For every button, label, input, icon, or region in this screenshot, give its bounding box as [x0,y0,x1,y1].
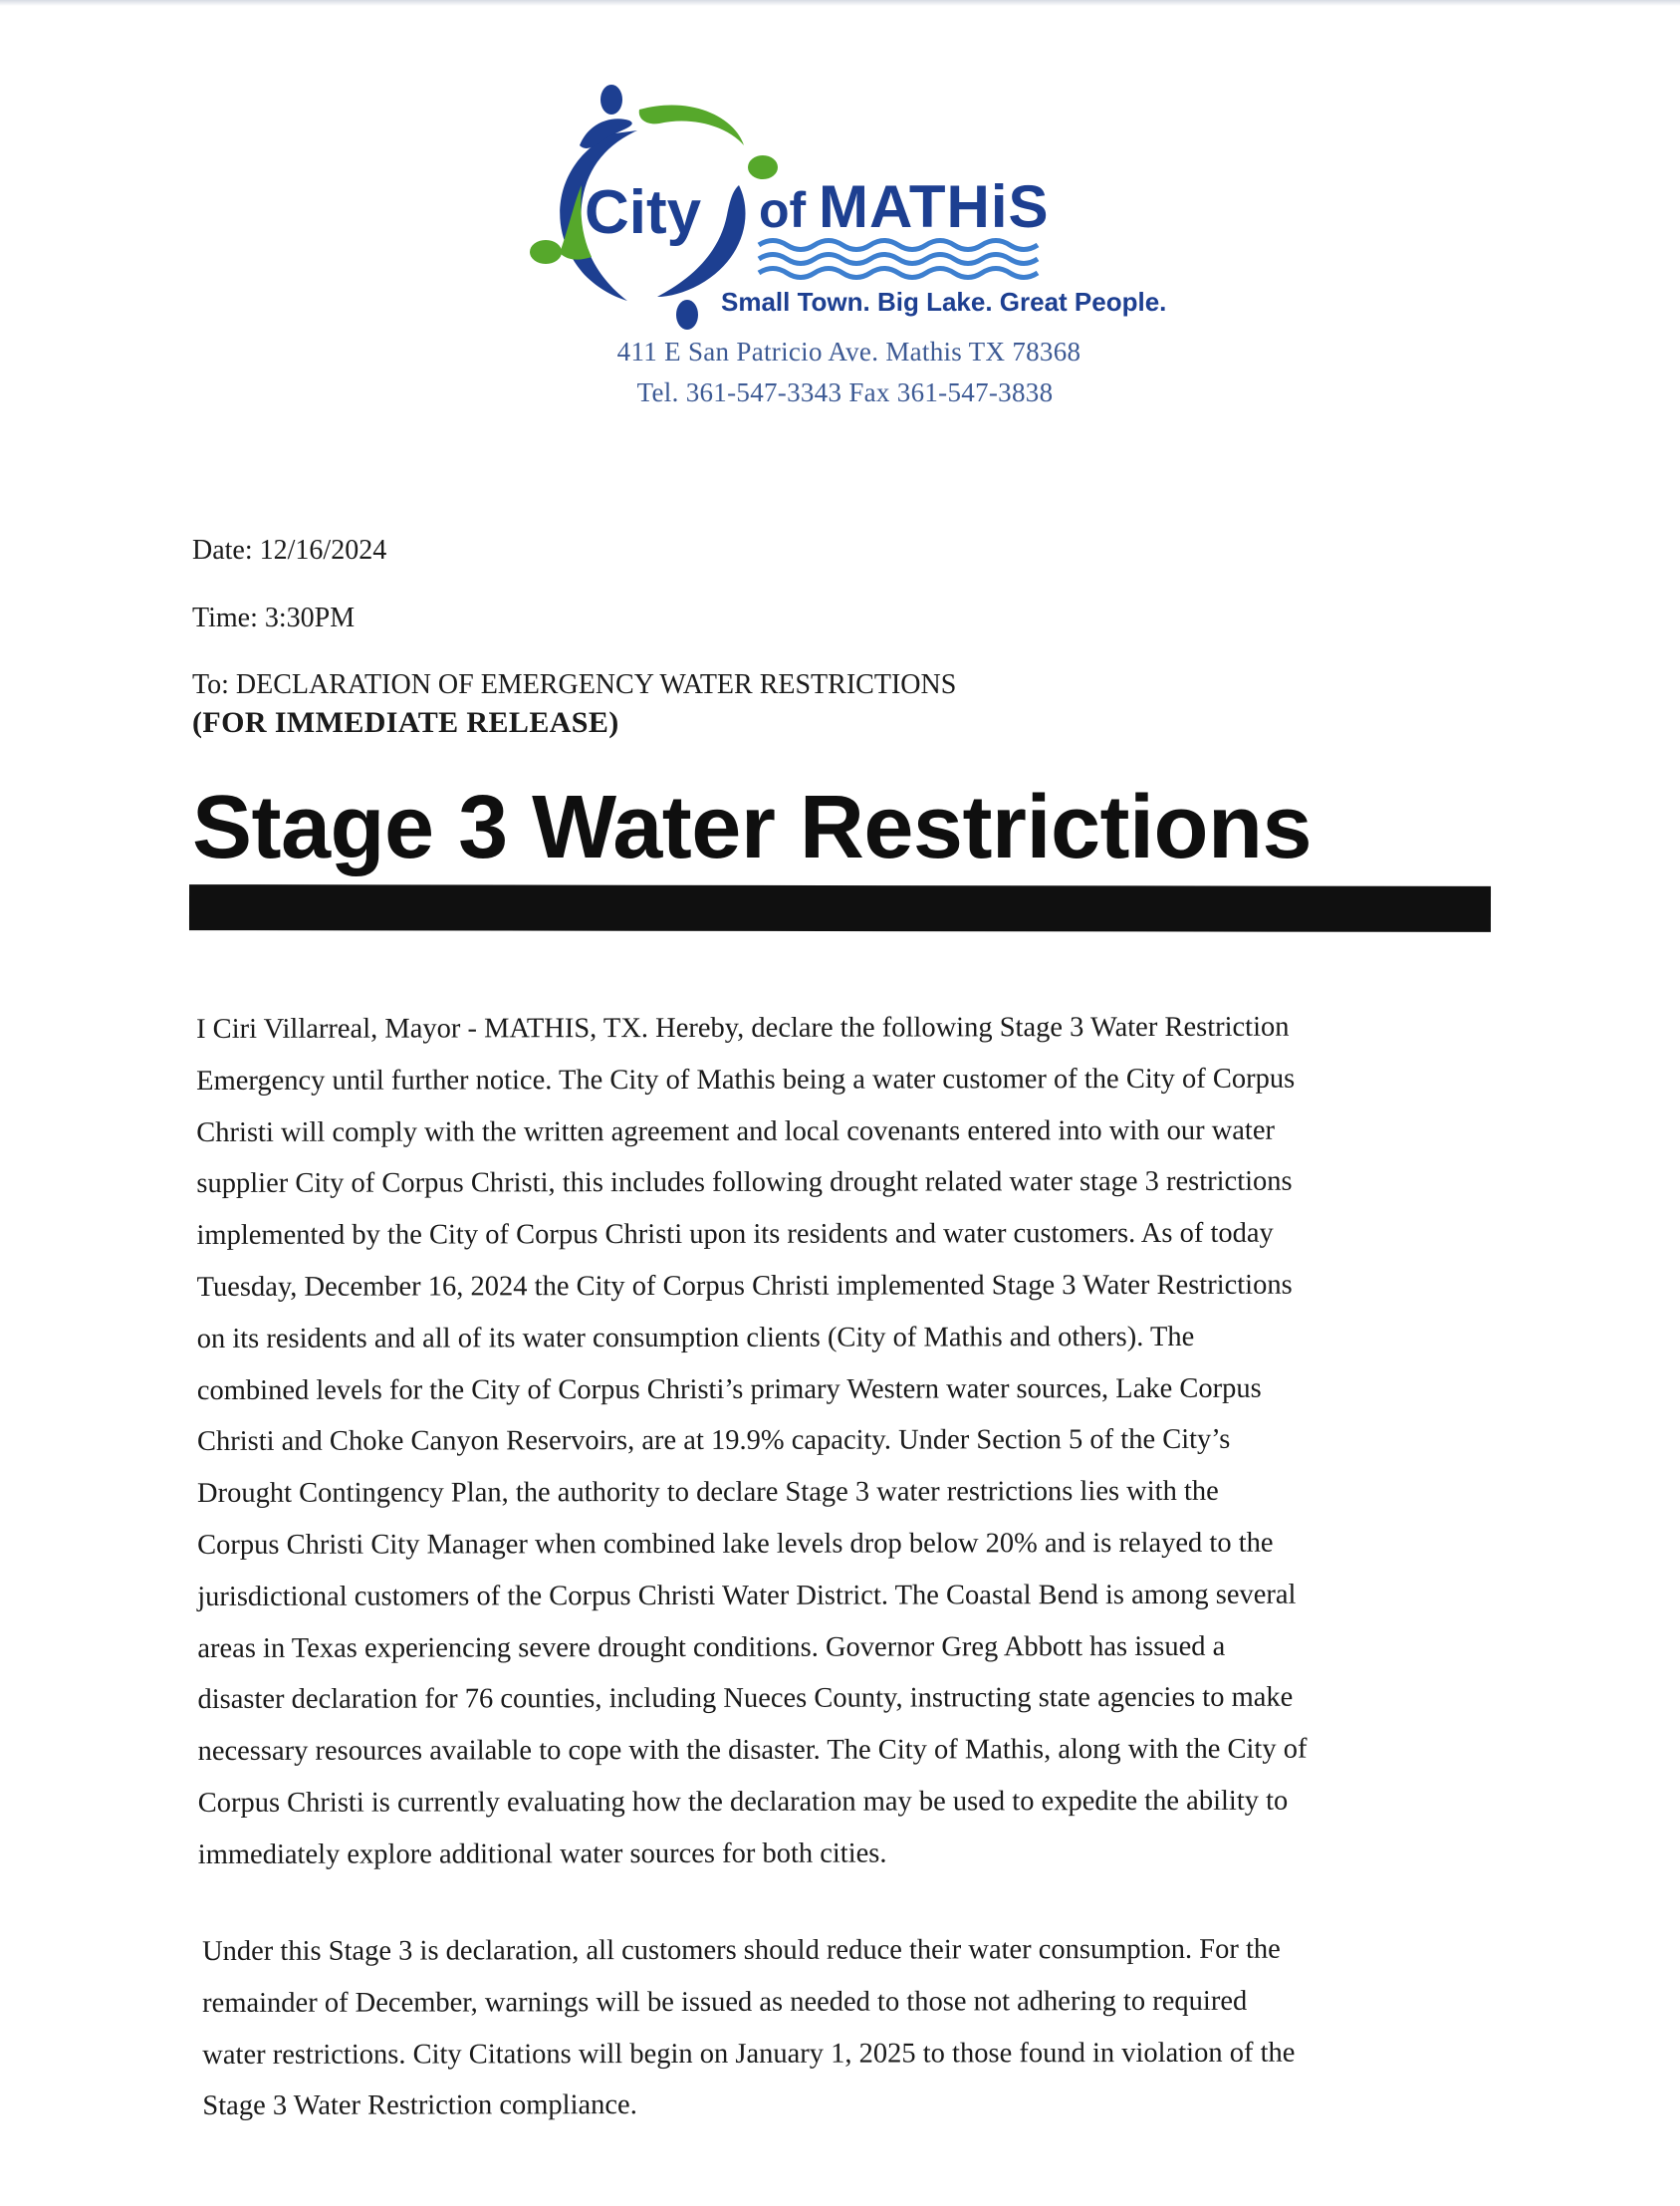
release-label: (FOR IMMEDIATE RELEASE) [192,706,619,739]
body-line: remainder of December, warnings will be issued as needed to those not adhering to required [202,1985,1248,2019]
body-line: implemented by the City of Corpus Christi upon its residents and water customers. As of today [196,1217,1274,1252]
logo-figure-head-right [748,155,778,179]
logo-figure-head-bottom [676,300,698,330]
scan-top-edge [0,0,1680,6]
city-of-mathis-logo [520,76,1167,335]
body-paragraph-2 [202,1923,1517,2132]
time-field: Time: 3:30PM [192,603,356,633]
body-line: supplier City of Corpus Christi, this includes following drought related water stage 3 restrictions [196,1166,1293,1200]
body-paragraph-1 [196,1001,1513,1880]
logo-of-text: of [759,182,807,238]
body-line: Stage 3 Water Restriction compliance. [202,2089,637,2122]
logo-tagline: Small Town. Big Lake. Great People. [721,287,1167,317]
logo-city-text: City [585,178,702,247]
body-line: areas in Texas experiencing severe drought conditions. Governor Greg Abbott has issued a [197,1630,1226,1664]
body-line: jurisdictional customers of the Corpus Christi Water District. The Coastal Bend is among several [197,1579,1297,1612]
body-line: immediately explore additional water sources for both cities. [197,1838,887,1870]
logo-figure-head-left [530,240,562,264]
body-line: I Ciri Villarreal, Mayor - MATHIS, TX. Hereby, declare the following Stage 3 Water Restriction [196,1011,1290,1045]
letterhead-address: 411 E San Patricio Ave. Mathis TX 78368 [616,337,1081,367]
logo-figure-head-top [600,85,622,115]
body-line: Corpus Christi City Manager when combined lake levels drop below 20% and is relayed to the [197,1527,1274,1561]
body-line: combined levels for the City of Corpus Christi’s primary Western water sources, Lake Corpus [196,1372,1262,1406]
body-line: Tuesday, December 16, 2024 the City of Corpus Christi implemented Stage 3 Water Restrictions [196,1269,1293,1303]
body-line: water restrictions. City Citations will begin on January 1, 2025 to those found in violation of the [202,2037,1296,2071]
body-line: Emergency until further notice. The City of Mathis being a water customer of the City of Corpus [196,1063,1296,1097]
body-line: Christi and Choke Canyon Reservoirs, are at 19.9% capacity. Under Section 5 of the City’s [196,1424,1231,1458]
date-field: Date: 12/16/2024 [192,535,387,566]
logo-waves [759,241,1038,278]
body-line: necessary resources available to cope with the disaster. The City of Mathis, along with the City of [197,1733,1308,1768]
body-line: Under this Stage 3 is declaration, all customers should reduce their water consumption. For the [202,1933,1281,1967]
logo-swoosh-green-top [639,105,744,145]
headline-underline-bar [189,884,1491,932]
letterhead-phone-fax: Tel. 361-547-3343 Fax 361-547-3838 [636,377,1054,407]
page-title: Stage 3 Water Restrictions [192,778,1312,877]
body-line: on its residents and all of its water consumption clients (City of Mathis and others). The [196,1321,1195,1354]
logo-mathis-text: MATHiS [819,173,1050,240]
body-line: Drought Contingency Plan, the authority to declare Stage 3 water restrictions lies with the [196,1476,1219,1510]
body-line: Christi will comply with the written agreement and local covenants entered into with our water [196,1114,1276,1148]
to-field: To: DECLARATION OF EMERGENCY WATER RESTRICTIONS [192,669,957,700]
body-line: disaster declaration for 76 counties, including Nueces County, instructing state agencies to make [197,1682,1294,1716]
body-line: Corpus Christi is currently evaluating how the declaration may be used to expedite the ability to [197,1785,1289,1819]
